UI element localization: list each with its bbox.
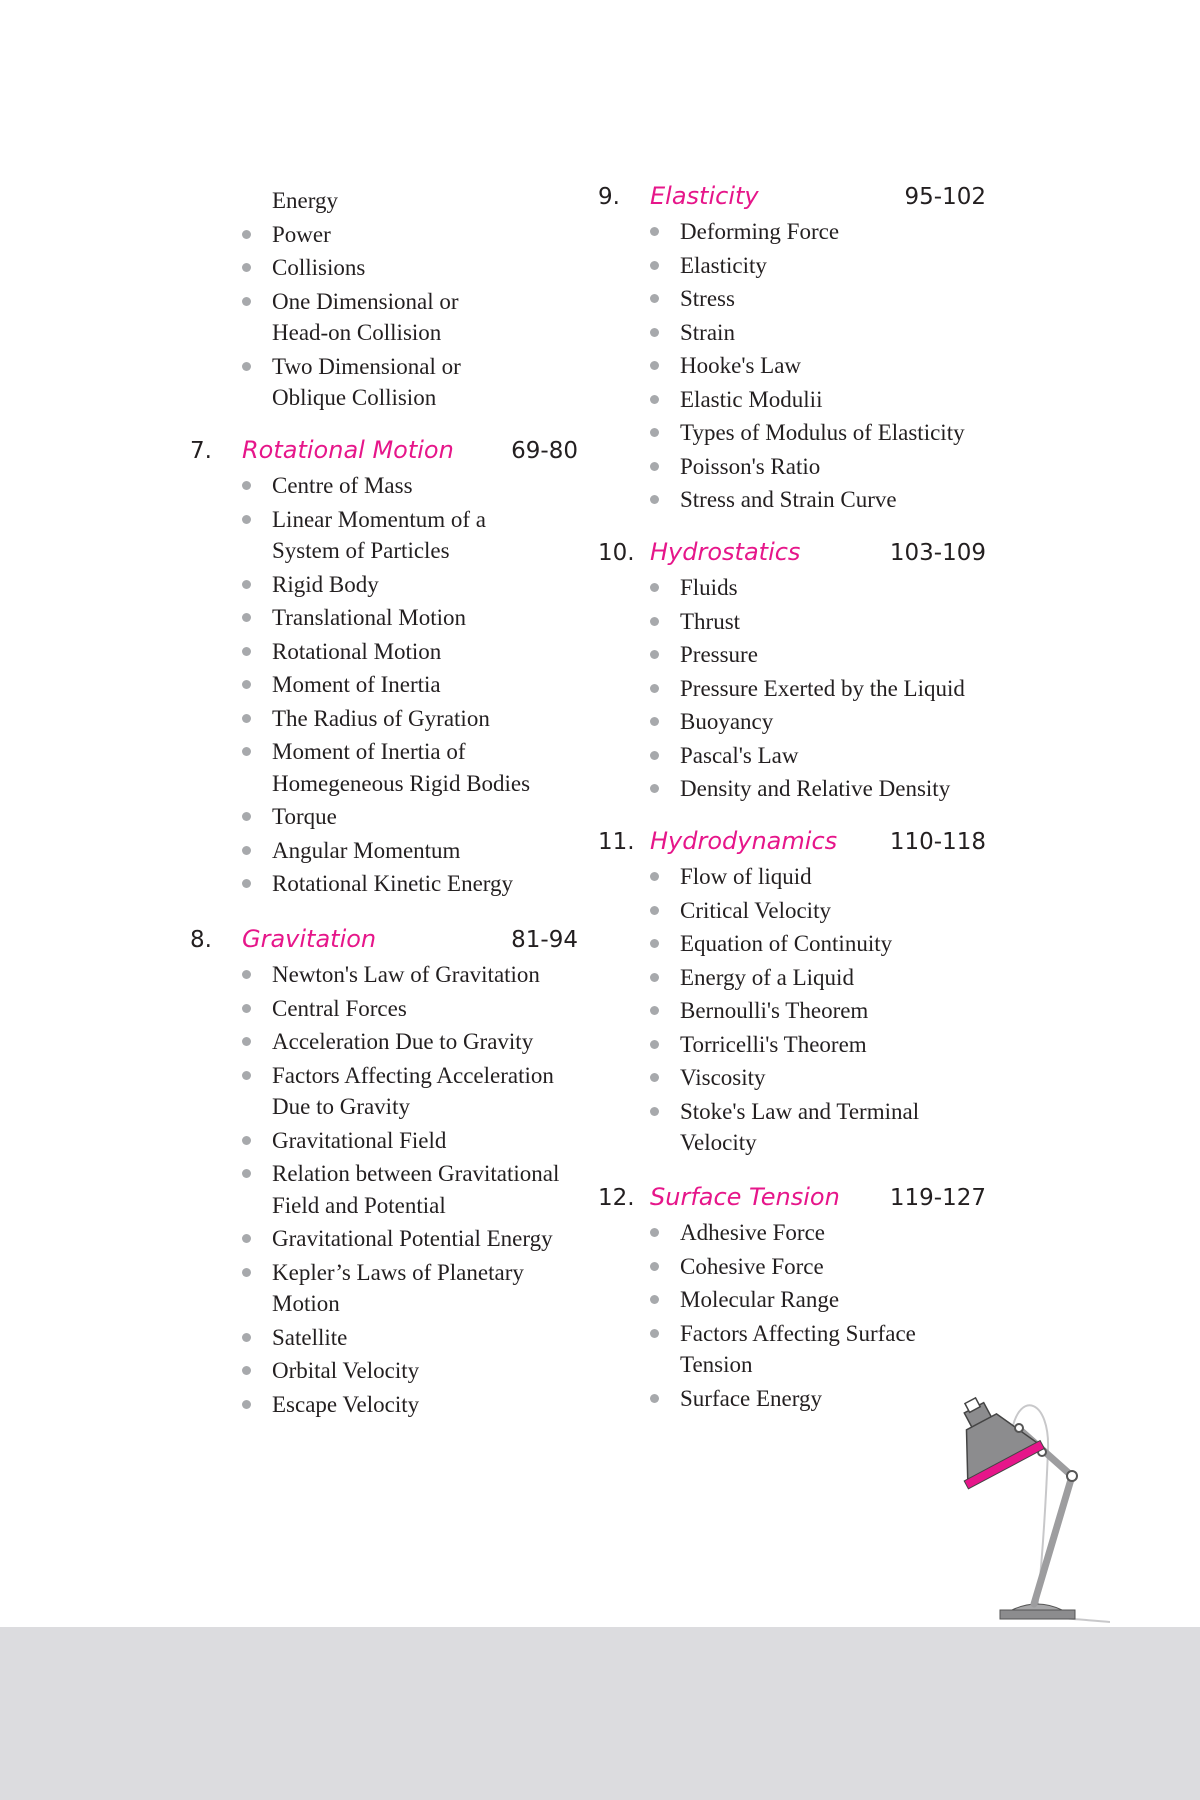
toc-item-label: Orbital Velocity	[272, 1358, 420, 1383]
toc-item-label: Bernoulli's Theorem	[680, 998, 869, 1023]
toc-item-label: Moment of Inertia of Homegeneous Rigid Bodies	[272, 739, 531, 796]
toc-item-label: Pascal's Law	[680, 742, 799, 768]
toc-item-label: Molecular Range	[680, 1287, 840, 1312]
bullet-icon	[242, 714, 251, 723]
toc-item-label: Factors Affecting Surface Tension	[680, 1320, 916, 1377]
bullet-icon	[650, 227, 659, 236]
toc-item	[190, 868, 590, 900]
toc-item	[598, 1318, 948, 1381]
chapter-number: 11.	[598, 829, 635, 855]
chapter-title: Surface Tension	[650, 1183, 840, 1211]
toc-item-label: Satellite	[272, 1324, 348, 1350]
toc-item-label: Hooke's Law	[680, 353, 802, 378]
chapter-item-list	[598, 861, 998, 1159]
toc-item-label: Rigid Body	[272, 571, 379, 597]
bullet-icon	[650, 717, 659, 726]
toc-item-label: Kepler’s Laws of Planetary Motion	[272, 1259, 524, 1316]
bullet-icon	[650, 261, 659, 270]
bullet-icon	[242, 1234, 251, 1243]
toc-item-label: Types of Modulus of Elasticity	[680, 420, 965, 445]
chapter-pages: 69-80	[511, 438, 578, 464]
desk-lamp-icon	[930, 1390, 1110, 1625]
toc-item-label: Density and Relative Density	[680, 776, 951, 801]
toc-item-label: Pressure Exerted by the Liquid	[680, 675, 965, 701]
toc-item	[598, 740, 998, 772]
toc-item	[598, 1096, 948, 1159]
toc-item	[190, 470, 590, 502]
toc-item	[190, 219, 610, 251]
bullet-icon	[650, 328, 659, 337]
toc-item	[598, 928, 998, 960]
toc-item-label: Fluids	[680, 575, 738, 600]
chapter-item-list	[190, 470, 590, 900]
chapter-pages: 81-94	[511, 927, 578, 953]
bullet-icon	[242, 1400, 251, 1409]
toc-item-label: Viscosity	[680, 1065, 766, 1090]
toc-item-label: The Radius of Gyration	[272, 705, 490, 731]
chapter-item-list	[598, 1217, 998, 1414]
toc-item	[598, 250, 998, 282]
bullet-icon	[242, 263, 251, 272]
chapter-number: 8.	[190, 927, 212, 953]
toc-item	[598, 451, 998, 483]
chapter-title: Rotational Motion	[242, 436, 454, 464]
bullet-icon	[650, 1329, 659, 1338]
toc-item-label: Poisson's Ratio	[680, 453, 821, 479]
bullet-icon	[650, 395, 659, 404]
toc-item	[190, 959, 610, 991]
toc-item	[598, 861, 998, 893]
bullet-icon	[650, 906, 659, 915]
chapter-title: Gravitation	[242, 925, 377, 953]
toc-item	[190, 1257, 530, 1320]
toc-item	[190, 736, 590, 799]
bullet-icon	[650, 973, 659, 982]
toc-item-label: Stress	[680, 286, 735, 311]
bullet-icon	[242, 580, 251, 589]
toc-item-label: Energy of a Liquid	[680, 964, 854, 990]
bullet-icon	[242, 1004, 251, 1013]
chapter-title: Hydrodynamics	[650, 827, 838, 855]
chapter-12	[598, 1183, 998, 1416]
chapter-item-list	[598, 572, 998, 805]
toc-item-label: Moment of Inertia	[272, 672, 441, 697]
bullet-icon	[242, 1268, 251, 1277]
bullet-icon	[650, 428, 659, 437]
bullet-icon	[242, 879, 251, 888]
bullet-icon	[650, 617, 659, 626]
bullet-icon	[650, 872, 659, 881]
chapter-title: Hydrostatics	[650, 538, 801, 566]
chapter-title: Elasticity	[650, 182, 759, 210]
toc-item	[598, 417, 1028, 449]
bullet-icon	[242, 1037, 251, 1046]
toc-item	[190, 801, 590, 833]
toc-item-label: Two Dimensional or Oblique Collision	[272, 353, 461, 410]
toc-item-label: Power	[272, 221, 331, 247]
chapter-header[interactable]	[190, 925, 590, 959]
bullet-icon	[242, 362, 251, 371]
toc-item	[598, 1284, 998, 1316]
toc-item	[598, 606, 998, 638]
toc-item-label: Strain	[680, 319, 735, 345]
chapter-pages: 95-102	[904, 184, 986, 210]
bullet-icon	[242, 1169, 251, 1178]
bullet-icon	[650, 1228, 659, 1237]
toc-item-label: Acceleration Due to Gravity	[272, 1029, 534, 1054]
toc-item	[190, 1060, 590, 1123]
toc-item	[598, 1029, 998, 1061]
toc-item-label: Flow of liquid	[680, 864, 812, 889]
bullet-icon	[650, 1394, 659, 1403]
bullet-icon	[242, 846, 251, 855]
chapter-header[interactable]	[598, 182, 998, 216]
toc-item-label: One Dimensional or Head-on Collision	[272, 288, 459, 345]
toc-item	[190, 1223, 610, 1255]
chapter-number: 12.	[598, 1185, 635, 1211]
toc-item	[190, 669, 590, 701]
toc-item-label: Factors Affecting Acceleration Due to Gravity	[272, 1062, 554, 1119]
toc-item	[190, 351, 490, 414]
bullet-icon	[242, 1136, 251, 1145]
toc-item-label: Thrust	[680, 608, 741, 634]
toc-item-label: Critical Velocity	[680, 897, 831, 923]
bullet-icon	[650, 1107, 659, 1116]
bullet-icon	[242, 647, 251, 656]
chapter-header[interactable]	[598, 1183, 998, 1217]
chapter-pages: 110-118	[889, 829, 986, 855]
bullet-icon	[650, 1073, 659, 1082]
toc-item-label: Linear Momentum of a System of Particles	[272, 506, 486, 563]
toc-item	[598, 572, 998, 604]
continued-item-list	[190, 185, 610, 416]
toc-item-label: Stoke's Law and Terminal Velocity	[680, 1098, 920, 1155]
toc-item-label: Angular Momentum	[272, 837, 461, 863]
toc-item-label: Central Forces	[272, 995, 407, 1021]
bullet-icon	[242, 297, 251, 306]
toc-item	[598, 1062, 998, 1094]
toc-item-label: Deforming Force	[680, 219, 840, 244]
bullet-icon	[650, 583, 659, 592]
chapter-pages: 103-109	[889, 540, 986, 566]
toc-item	[190, 185, 610, 217]
toc-item	[190, 1158, 610, 1221]
bullet-icon	[650, 939, 659, 948]
bullet-icon	[242, 481, 251, 490]
toc-item-label: Escape Velocity	[272, 1391, 420, 1417]
toc-item	[190, 835, 590, 867]
bullet-icon	[650, 462, 659, 471]
toc-item	[598, 706, 998, 738]
chapter-item-list	[190, 959, 590, 1420]
bottom-band	[0, 1627, 1200, 1800]
chapter-7	[190, 436, 590, 902]
bullet-icon	[650, 650, 659, 659]
toc-item	[190, 703, 590, 735]
bullet-icon	[242, 680, 251, 689]
chapter-number: 7.	[190, 438, 212, 464]
toc-item-label: Stress and Strain Curve	[680, 487, 897, 512]
toc-item-label: Rotational Motion	[272, 638, 442, 664]
chapter-8	[190, 925, 590, 1422]
bullet-icon	[242, 230, 251, 239]
bullet-icon	[650, 1006, 659, 1015]
chapter-header[interactable]	[190, 436, 590, 470]
bullet-icon	[650, 361, 659, 370]
toc-item	[598, 216, 998, 248]
toc-item-label: Cohesive Force	[680, 1253, 824, 1279]
chapter-number: 9.	[598, 184, 620, 210]
toc-item-label: Energy	[272, 188, 339, 213]
toc-item-label: Translational Motion	[272, 605, 467, 630]
toc-item	[598, 673, 1028, 705]
toc-item-label: Adhesive Force	[680, 1220, 825, 1245]
toc-item	[598, 317, 998, 349]
toc-item	[598, 1217, 998, 1249]
bullet-icon	[242, 1071, 251, 1080]
toc-item	[190, 1322, 590, 1354]
toc-item	[190, 1026, 610, 1058]
bullet-icon	[650, 751, 659, 760]
toc-item	[598, 895, 998, 927]
toc-item-label: Centre of Mass	[272, 473, 413, 498]
bullet-icon	[242, 613, 251, 622]
toc-item-label: Surface Energy	[680, 1385, 822, 1411]
toc-item-label: Buoyancy	[680, 709, 774, 734]
toc-item	[190, 602, 590, 634]
bullet-icon	[242, 970, 251, 979]
toc-item	[598, 350, 998, 382]
toc-item-label: Rotational Kinetic Energy	[272, 871, 514, 896]
toc-item-label: Gravitational Field	[272, 1127, 447, 1153]
chapter-number: 10.	[598, 540, 635, 566]
toc-item	[598, 283, 998, 315]
toc-item	[190, 993, 590, 1025]
toc-item	[598, 484, 998, 516]
toc-item-label: Newton's Law of Gravitation	[272, 962, 540, 987]
toc-item	[598, 773, 1028, 805]
bullet-icon	[242, 1333, 251, 1342]
toc-item	[190, 569, 590, 601]
toc-item	[598, 995, 998, 1027]
bullet-icon	[650, 784, 659, 793]
toc-item	[190, 504, 520, 567]
chapter-item-list	[598, 216, 998, 516]
chapter-9	[598, 182, 998, 518]
bullet-icon	[650, 294, 659, 303]
toc-item	[190, 252, 610, 284]
bullet-icon	[650, 1040, 659, 1049]
bullet-icon	[650, 1295, 659, 1304]
toc-item	[190, 636, 590, 668]
toc-item-label: Elastic Modulii	[680, 386, 823, 412]
toc-item	[598, 384, 998, 416]
chapter-pages: 119-127	[889, 1185, 986, 1211]
toc-item-label: Collisions	[272, 255, 366, 280]
bullet-icon	[242, 812, 251, 821]
chapter-10	[598, 538, 998, 807]
bullet-icon	[242, 747, 251, 756]
toc-item-label: Gravitational Potential Energy	[272, 1226, 553, 1251]
chapter-11	[598, 827, 998, 1161]
toc-item	[190, 286, 490, 349]
bullet-icon	[650, 495, 659, 504]
bullet-icon	[242, 1366, 251, 1375]
chapter-header[interactable]	[598, 538, 998, 572]
toc-item	[598, 1251, 998, 1283]
toc-item	[598, 962, 998, 994]
toc-item	[190, 1125, 590, 1157]
toc-item-label: Torque	[272, 804, 337, 829]
bullet-icon	[650, 1262, 659, 1271]
toc-item-label: Elasticity	[680, 252, 767, 278]
bullet-icon	[650, 684, 659, 693]
toc-item-label: Relation between Gravitational Field and Potential	[272, 1161, 560, 1218]
chapter-header[interactable]	[598, 827, 998, 861]
toc-item-label: Torricelli's Theorem	[680, 1031, 867, 1057]
toc-item-label: Equation of Continuity	[680, 931, 893, 956]
toc-item	[190, 1355, 590, 1387]
toc-item-label: Pressure	[680, 642, 758, 667]
toc-item	[190, 1389, 590, 1421]
bullet-icon	[242, 515, 251, 524]
toc-item	[598, 639, 998, 671]
